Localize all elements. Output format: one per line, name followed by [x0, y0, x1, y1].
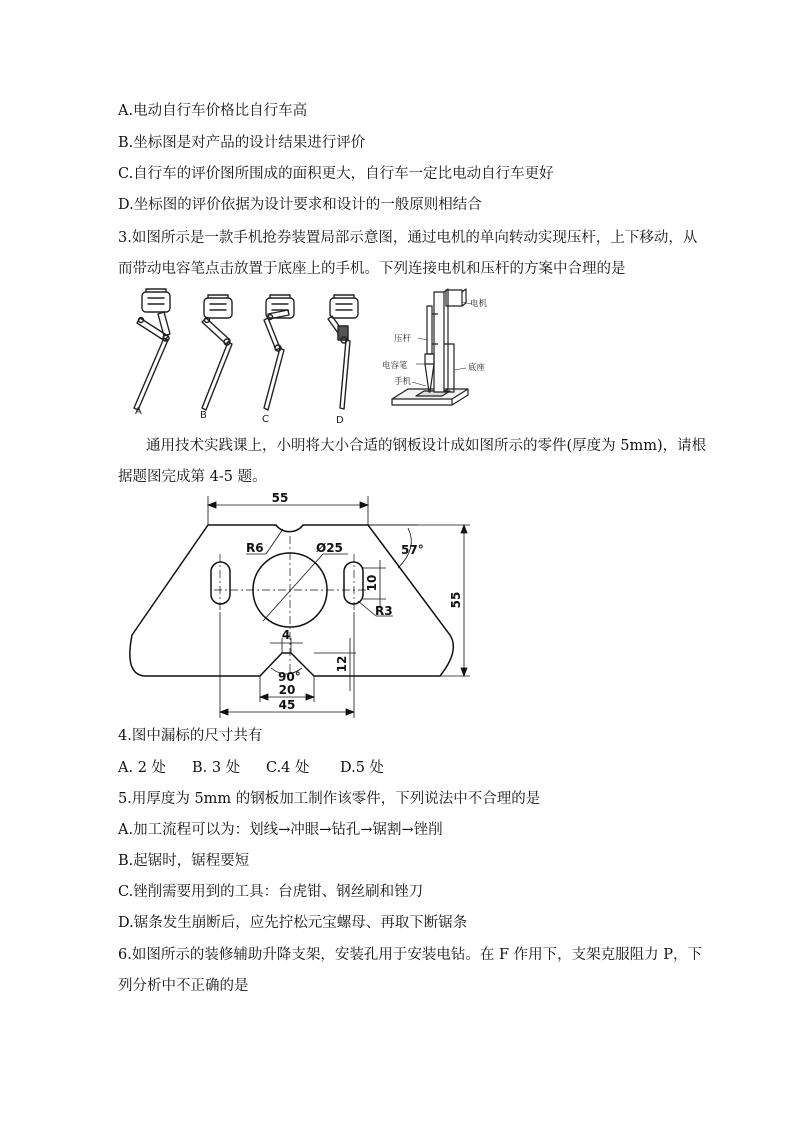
dim-20: 20: [278, 683, 296, 697]
label-press-rod: 压杆: [394, 334, 412, 344]
choice-label-a: A: [135, 406, 142, 417]
intro-line2: 据题图完成第 4-5 题。: [118, 469, 267, 485]
steel-part-drawing: [118, 488, 490, 720]
left-slot: [211, 562, 230, 604]
dim-12: 12: [335, 655, 349, 673]
label-motor: 电机: [470, 299, 488, 309]
dim-10: 10: [365, 574, 379, 592]
choice-label-b: B: [200, 410, 207, 421]
label-base: 底座: [468, 363, 486, 373]
dim-4: 4: [281, 628, 291, 642]
option-d-mechanism: [328, 295, 358, 409]
q3-stem-line2: 而带动电容笔点击放置于底座上的手机。下列连接电机和压杆的方案中合理的是: [118, 261, 626, 277]
q5-option-d: D.锯条发生崩断后，应先拧松元宝螺母、再取下断锯条: [118, 915, 468, 931]
q2-option-c: C.自行车的评价图所围成的面积更大，自行车一定比电动自行车更好: [118, 166, 554, 182]
dim-right-55: 55: [449, 591, 463, 609]
dim-45: 45: [278, 698, 296, 712]
q4-option-d: D.5 处: [340, 760, 385, 776]
option-c-mechanism: [264, 295, 294, 410]
label-phone: 手机: [394, 377, 412, 387]
q3-device-figure: [380, 284, 500, 419]
dim-r3: R3: [375, 604, 393, 618]
q4-options: [118, 758, 414, 778]
q6-stem-line2: 列分析中不正确的是: [118, 978, 249, 994]
q5-option-c: C.锉削需要用到的工具：台虎钳、钢丝刷和锉刀: [118, 884, 424, 900]
q5-option-b: B.起锯时，锯程要短: [118, 853, 250, 869]
option-a-mechanism: [134, 289, 170, 410]
dim-dia25: Ø25: [316, 541, 343, 555]
option-b-mechanism: [202, 295, 232, 410]
q4-option-c: C.4 处: [266, 760, 310, 776]
q2-option-b: B.坐标图是对产品的设计结果进行评价: [118, 135, 366, 151]
q2-option-a: A.电动自行车价格比自行车高: [118, 103, 308, 119]
q4-option-b: B. 3 处: [192, 760, 241, 776]
q3-linkage-options-figure: [118, 284, 378, 429]
q4-stem: 4.图中漏标的尺寸共有: [118, 728, 263, 744]
dim-angle-90: 90°: [278, 670, 301, 684]
q5-option-a: A.加工流程可以为：划线→冲眼→钻孔→锯割→锉削: [118, 822, 443, 838]
label-stylus: 电容笔: [382, 361, 408, 371]
dim-angle-57: 57°: [401, 543, 424, 557]
q3-stem-line1: 3.如图所示是一款手机抢券装置局部示意图，通过电机的单向转动实现压杆，上下移动，从: [118, 230, 698, 246]
right-slot: [344, 562, 363, 604]
q5-stem: 5.用厚度为 5mm 的钢板加工制作该零件，下列说法中不合理的是: [118, 791, 541, 807]
intro-line1: 通用技术实践课上，小明将大小合适的钢板设计成如图所示的零件(厚度为 5mm)，请根: [146, 438, 707, 454]
dim-r6: R6: [246, 541, 264, 555]
dim-top-55: 55: [271, 491, 289, 505]
q2-option-d: D.坐标图的评价依据为设计要求和设计的一般原则相结合: [118, 197, 482, 213]
q4-option-a: A. 2 处: [118, 760, 167, 776]
choice-label-c: C: [262, 414, 269, 425]
choice-label-d: D: [336, 415, 344, 426]
q6-stem-line1: 6.如图所示的装修辅助升降支架，安装孔用于安装电钻。在 F 作用下，支架克服阻力 P，下: [118, 947, 702, 963]
